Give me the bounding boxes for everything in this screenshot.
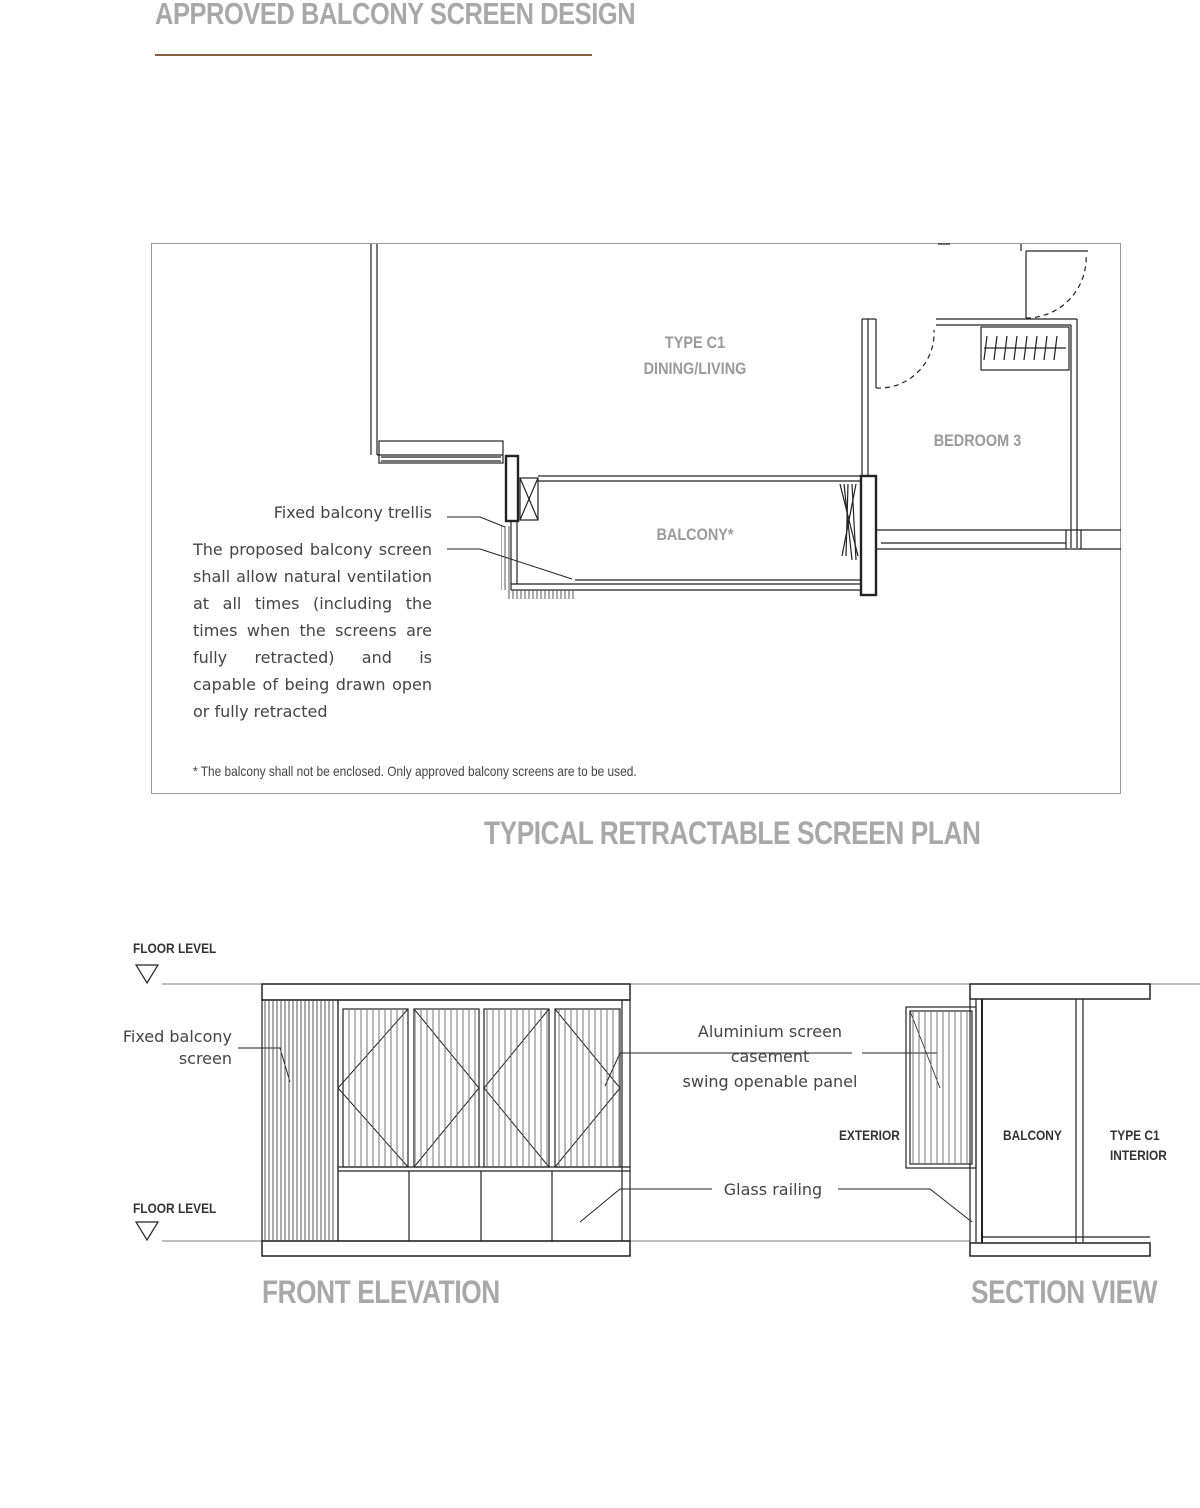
section-view	[838, 984, 1150, 1256]
floor-level-top-label: FLOOR LEVEL	[133, 940, 217, 956]
room-label-dining-living: DINING/LIVING	[643, 359, 747, 378]
callout-fixed-screen-line1: Fixed balcony	[122, 1027, 232, 1046]
front-elevation-caption: FRONT ELEVATION	[262, 1274, 500, 1310]
section-balcony-label: BALCONY	[1003, 1127, 1062, 1143]
section-interior-line2: INTERIOR	[1110, 1147, 1167, 1163]
callout-aluminium-line2: casement	[730, 1047, 810, 1066]
callout-glass-railing: Glass railing	[723, 1180, 823, 1199]
callout-trellis: Fixed balcony trellis	[273, 503, 432, 522]
callout-fixed-screen-line2: screen	[178, 1049, 232, 1068]
room-label-type: TYPE C1	[664, 333, 726, 352]
room-label-balcony: BALCONY*	[656, 525, 734, 544]
plan-caption: TYPICAL RETRACTABLE SCREEN PLAN	[484, 815, 981, 851]
section-interior-line1: TYPE C1	[1110, 1127, 1160, 1143]
page-title: APPROVED BALCONY SCREEN DESIGN	[155, 0, 636, 31]
room-label-bedroom: BEDROOM 3	[933, 431, 1022, 450]
callout-aluminium-line3: swing openable panel	[682, 1072, 858, 1091]
plan-footnote: * The balcony shall not be enclosed. Only approved balcony screens are to be used.	[193, 763, 637, 779]
floor-level-bottom-label: FLOOR LEVEL	[133, 1200, 217, 1216]
section-view-caption: SECTION VIEW	[971, 1274, 1158, 1310]
callout-screen-note: The proposed balcony screen shall allow natural ventilation at all times (including the times when the screens are fully retracted) and is capable of being drawn open or fully retracted	[193, 540, 432, 721]
callout-aluminium-line1: Aluminium screen	[697, 1022, 843, 1041]
section-exterior-label: EXTERIOR	[839, 1127, 900, 1143]
